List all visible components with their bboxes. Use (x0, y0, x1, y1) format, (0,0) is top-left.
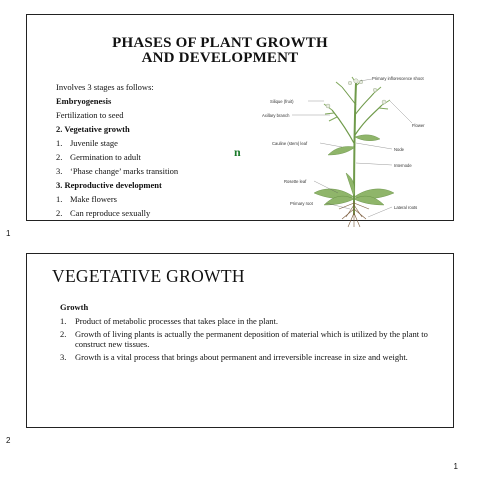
stray-marker: n (234, 145, 241, 159)
growth-list (60, 316, 445, 364)
page-number: 1 (453, 462, 458, 471)
label-silique: Silique (fruit) (270, 99, 294, 104)
list-item: 2. Growth of living plants is actually the permanent deposition of material which is utilized by the plant to construct new tissues. (60, 328, 428, 349)
label-primary-inflorescence: Primary inflorescence shoot (372, 76, 424, 81)
plant-diagram (262, 75, 477, 230)
reproductive-heading: 3. Reproductive development (56, 180, 162, 190)
label-lateral-roots: Lateral roots (394, 205, 418, 210)
label-rosette: Rosette leaf (284, 179, 307, 184)
growth-heading: Growth (60, 302, 89, 312)
label-flower: Flower (412, 123, 425, 128)
slide-1-title-line-2: AND DEVELOPMENT (141, 50, 299, 66)
slide-1-body (56, 80, 226, 220)
label-node: Node (394, 147, 405, 152)
label-axillary: Axillary branch (262, 113, 290, 118)
list-item: 3. ‘Phase change’ marks transition (56, 166, 179, 176)
list-item: 1. Juvenile stage (56, 138, 118, 148)
axillary-branch-left (332, 110, 355, 145)
branch-upper-left (342, 87, 356, 105)
label-cauline: Cauline (stem) leaf (272, 141, 308, 146)
slide-number-2: 2 (6, 436, 11, 445)
list-item: 2. Can reproduce sexually (56, 208, 151, 218)
slide-number-1: 1 (6, 229, 11, 238)
roots (339, 201, 369, 227)
label-primary-root: Primary root (290, 201, 313, 206)
branch-upper-right (355, 93, 374, 115)
slide-1-title-line-1: PHASES OF PLANT GROWTH (112, 35, 328, 51)
intro-text: Involves 3 stages as follows: (56, 82, 154, 92)
slide-1-title (70, 36, 370, 66)
list-item: 3. Growth is a vital process that brings about permanent and irreversible increase in size and weight. (60, 351, 408, 362)
list-item: 1. Make flowers (56, 194, 117, 204)
embryogenesis-heading: Embryogenesis (56, 96, 112, 106)
vegetative-heading: 2. Vegetative growth (56, 124, 130, 134)
list-item: 2. Germination to adult (56, 152, 141, 162)
list-item: 1. Product of metabolic processes that takes place in the plant. (60, 316, 278, 326)
slide-2-title: VEGETATIVE GROWTH (52, 266, 245, 286)
siliques (324, 77, 390, 121)
label-internode: Internode (394, 163, 412, 168)
embryogenesis-text: Fertilization to seed (56, 110, 124, 120)
